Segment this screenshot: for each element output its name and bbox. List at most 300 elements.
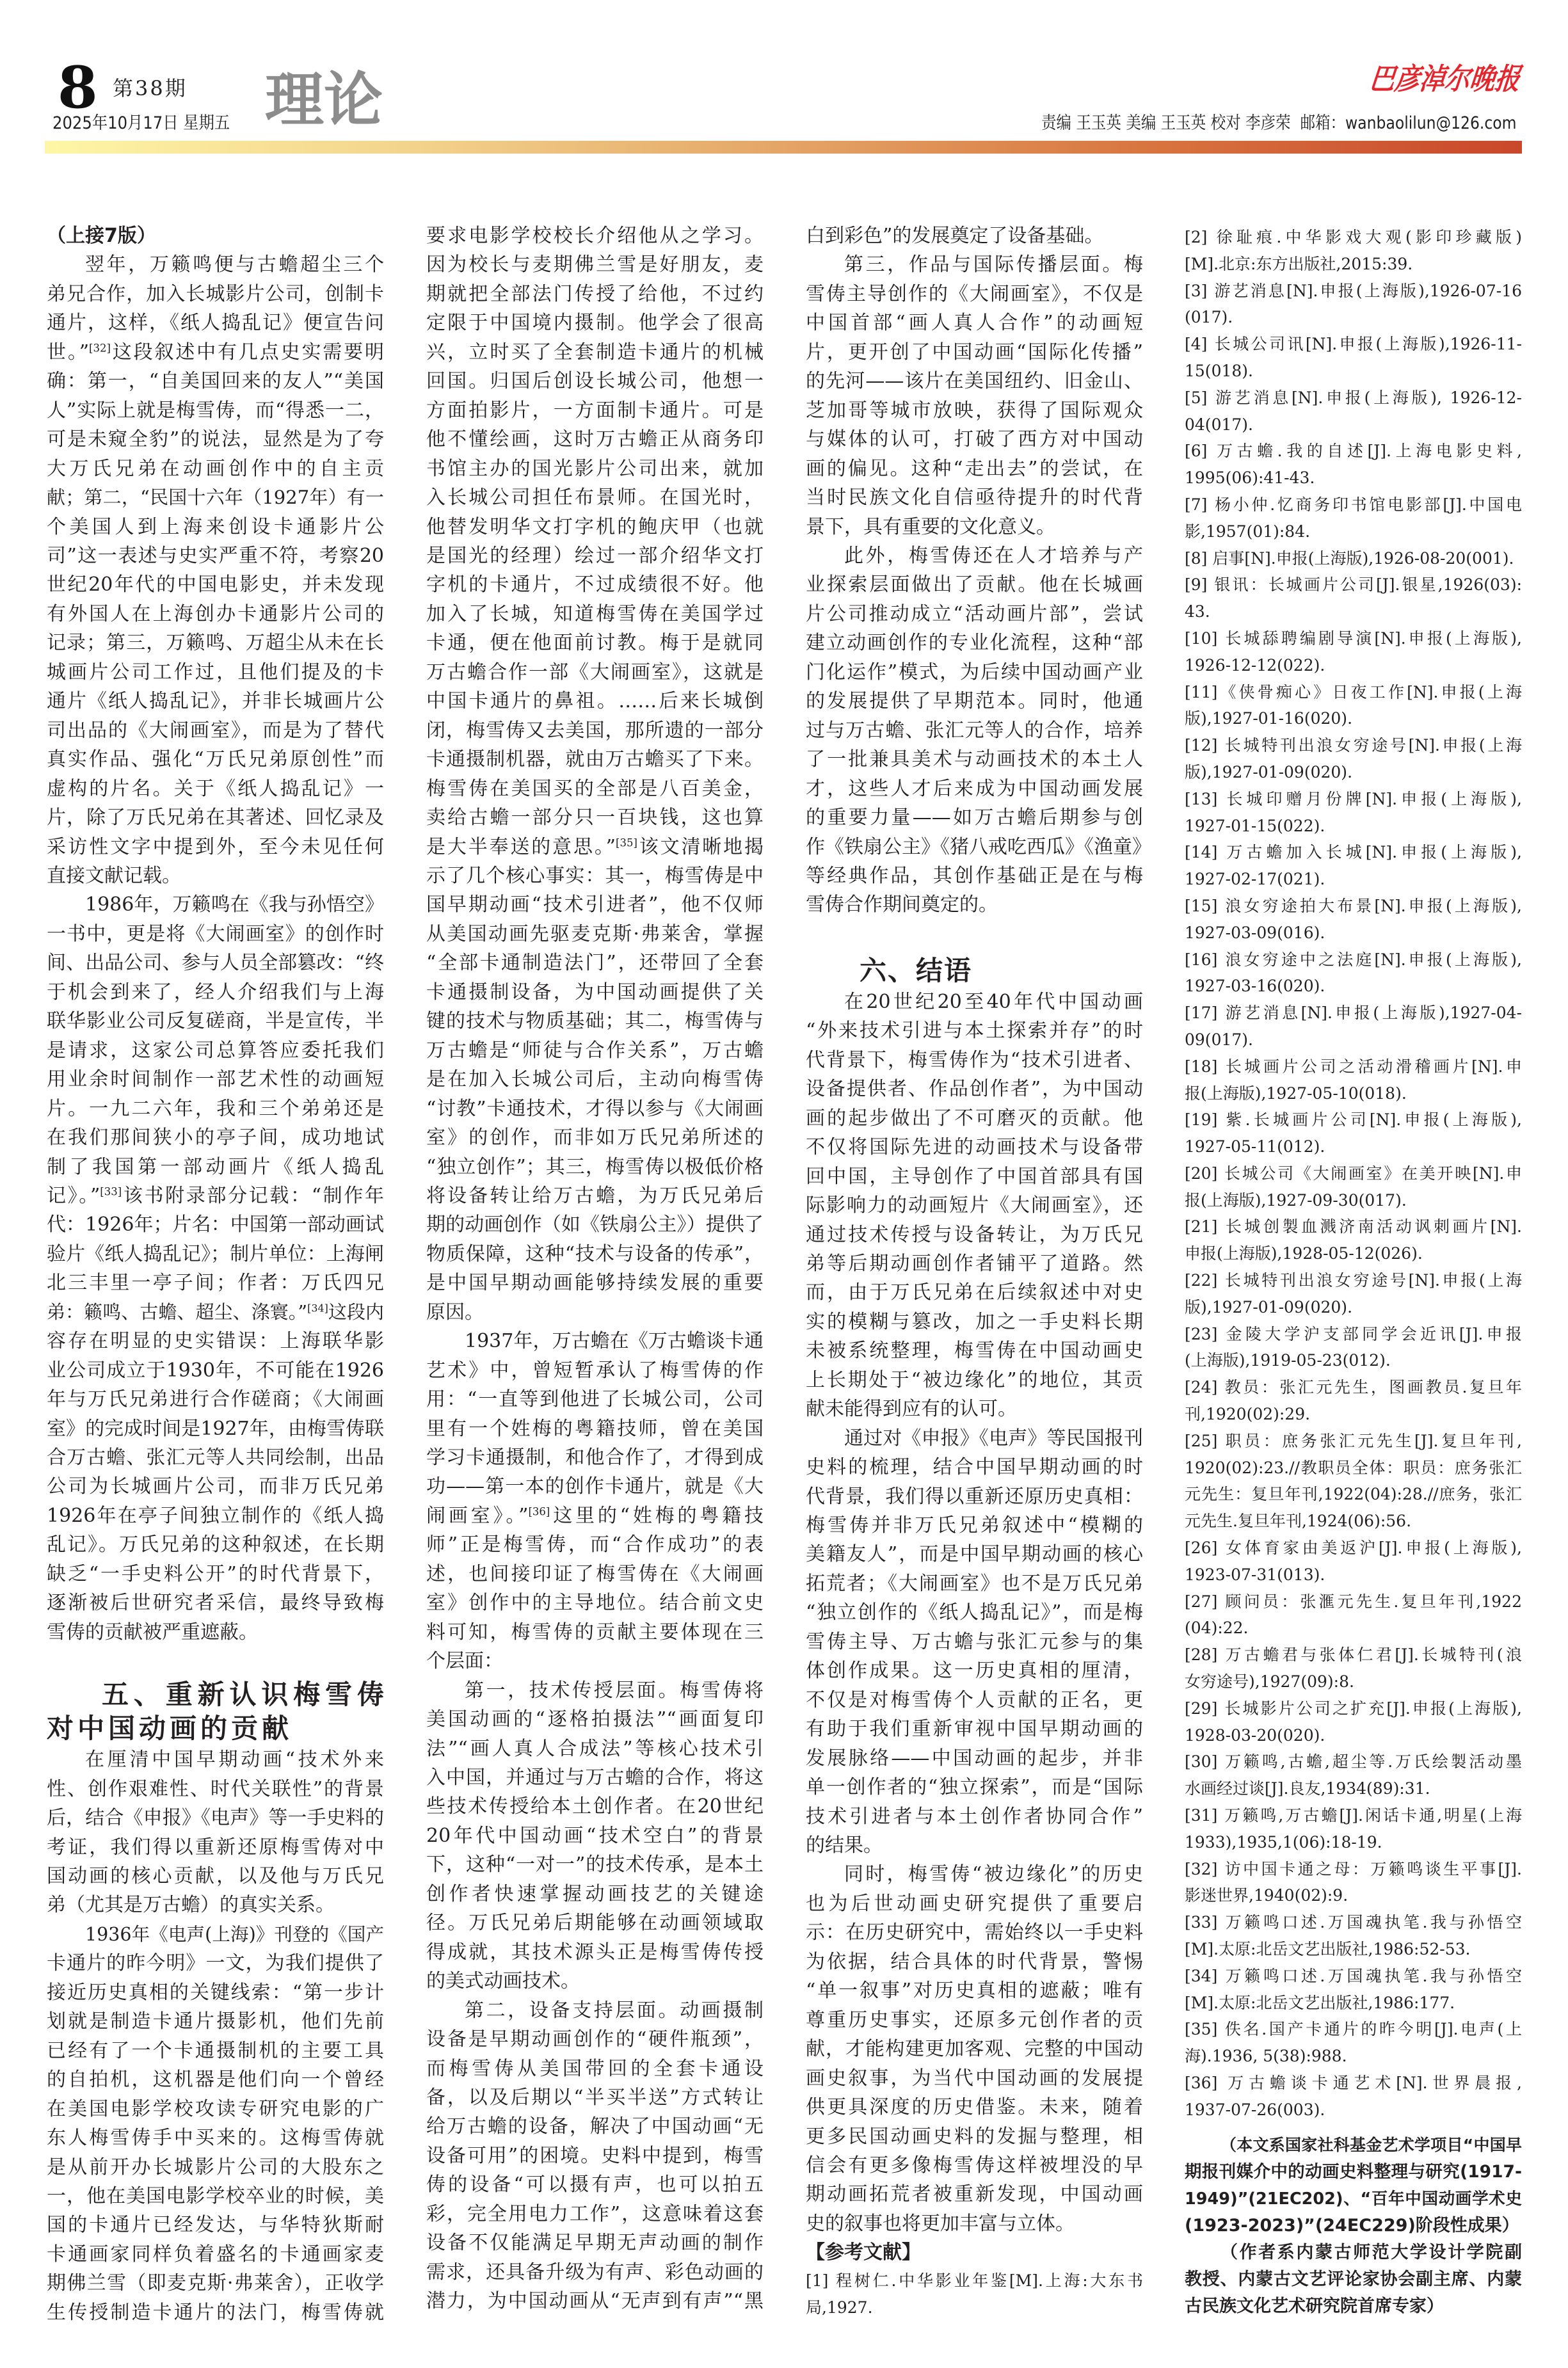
paragraph [806,250,1143,541]
text-line: 设备不仅能满足早期无声动画的制作 [426,2232,764,2255]
text-line: 1995(06):41-43. [1185,468,1315,488]
text-line: 弟等后期动画创作者铺平了道路。然 [806,1252,1143,1275]
text-line: [24] 教员：张汇元先生，图画教员.复旦年 [1185,1378,1522,1397]
reference-item [1185,786,1522,840]
heading-line: 六、结语 [860,954,973,986]
text-line: “独立创作的《纸人捣乱记》”，而是梅 [806,1601,1143,1624]
text-line: 实的模糊与篡改，加之一手史料长期 [806,1310,1143,1333]
citation-superscript: [33] [100,1185,122,1198]
citation-superscript: [36] [528,1505,550,1518]
text-line: 申报(上海版),1928-05-12(026). [1185,1244,1423,1263]
reference-item [1185,278,1522,332]
text-line: 史料的梳理，结合中国早期动画的时 [806,1456,1143,1479]
text-line: 1927-05-11(012). [1185,1137,1325,1156]
text-line: 用业余时间制作一部艺术性的动画短 [47,1068,384,1091]
text-line: 他不懂绘画，这时万古蟾正从商务印 [426,428,764,451]
text-line: 是国光的经理）绘过一部介绍华文打 [426,544,764,567]
text-segment: 闹画室》。” [426,1504,529,1527]
text-line: [13] 长城印赠月份牌[N].申报(上海版), [1185,789,1522,808]
text-line: 给万古蟾的设备，解决了中国动画“无 [426,2115,764,2138]
text-line: [18] 长城画片公司之活动滑稽画片[N].申 [1185,1057,1522,1076]
text-line: [6] 万古蟾.我的自述[J].上海电影史料, [1185,442,1522,461]
text-line: 雪俦合作期间奠定的。 [806,893,998,916]
paragraph [806,1860,1143,2238]
text-line: 乱记》。万氏兄弟的这种叙述，在长期 [47,1533,384,1556]
text-line: [28] 万古蟾君与张体仁君[J].长城特刊(浪 [1185,1645,1522,1665]
reference-item [1185,545,1522,572]
text-line: 室》的创作，而非如万氏兄弟所述的 [426,1126,764,1149]
text-line: 国早期动画“技术引进者”，他不仅师 [426,893,764,916]
text-line: [9] 银讯：长城画片公司[J].银星,1926(03): [1185,575,1522,595]
text-line: 期动画拓荒者被重新发现，中国动画 [806,2183,1143,2206]
section-heading [47,1677,384,1745]
text-line: [22] 长城特刊出浪女穷途号[N].申报(上海 [1185,1271,1522,1290]
issue-date: 2025年10月17日 星期五 [52,113,230,133]
text-line: 是中国早期动画能够持续发展的重要 [426,1272,764,1295]
text-line: 用：“一直等到他进了长城公司，公司 [426,1388,764,1411]
reference-item [1185,1856,1522,1910]
reference-item [1185,385,1522,438]
text-line: 才，这些人才后来成为中国动画发展 [806,777,1143,800]
text-line: 确：第一，“自美国回来的友人”“美国 [47,370,384,393]
text-line: 片公司推动成立“活动画片部”，尝试 [806,602,1143,625]
text-line: 影迷世界,1940(02):9. [1185,1886,1348,1905]
text-line: 弟兄合作，加入长城影片公司，创制卡 [47,282,384,305]
text-line: 卡通摄制机器，就由万古蟾买了下来。 [426,748,764,771]
reference-item [1185,1642,1522,1695]
text-line: [34] 万籁鸣口述.万国魂执笔.我与孙悟空 [1185,1966,1522,1985]
article-column-2 [426,221,764,2316]
text-line: 直接文献记载。 [47,864,181,887]
text-line: 刊,1920(02):29. [1185,1405,1311,1424]
editor-credits: 责编 王玉英 美编 王玉英 校对 李彦荣 邮箱：wanbaolilun@126.com [1041,113,1517,133]
text-line: 业探索层面做出了贡献。他在长城画 [806,573,1143,596]
reference-item [1185,947,1522,1000]
text-line: 的发展提供了早期范本。同时，他通 [806,690,1143,713]
text-line: 1927-03-16(020). [1185,977,1325,996]
text-line: 个层面： [426,1650,503,1673]
text-line: 于机会到来了，经人介绍我们与上海 [47,980,384,1004]
text-line: 有外国人在上海创办卡通影片公司的 [47,602,384,625]
text-line: 世纪20年代的中国电影史，并未发现 [47,573,384,596]
reference-item [1185,2070,1522,2124]
text-line: 此外，梅雪俦还在人才培养与产 [844,544,1143,567]
text-line: 城画片公司工作过，且他们提及的卡 [47,660,384,684]
text-line: 年与万氏兄弟进行合作磋商；《大闹画 [47,1388,384,1411]
text-line: 创作者快速掌握动画技艺的关键途 [426,1882,764,1905]
text-line: 示了几个核心事实：其一，梅雪俦是中 [426,864,764,887]
text-line: 代背景，我们得以重新还原历史真相： [806,1485,1143,1508]
text-line: “讨教”卡通技术，才得以参与《大闹画 [426,1097,764,1120]
text-line: 国动画的核心贡献，以及他与万氏兄 [47,1865,384,1888]
text-line: 第二，设备支持层面。动画摄制 [465,1999,764,2022]
text-line: 些技术传授给本土创作者。在20世纪 [426,1795,764,1818]
text-line: 【参考文献】 [806,2241,921,2264]
text-line: 版),1927-01-09(020). [1185,762,1353,781]
text-line [47,1181,384,1210]
references-column [1185,224,1522,2320]
text-line: [11]《侠骨痴心》日夜工作[N].申报(上海 [1185,682,1522,701]
text-line: 径。万氏兄弟后期能够在动画领域取 [426,1912,764,1935]
text-line: 采访性文字中提到外，至今未见任何 [47,835,384,858]
reference-item [1185,1588,1522,1642]
reference-item [1185,1213,1522,1267]
text-line: 1927-01-15(022). [1185,816,1325,835]
reference-item [1185,1535,1522,1588]
text-line: 1937年，万古蟾在《万古蟾谈卡通 [465,1330,764,1353]
text-line: 示：在历史研究中，需始终以一手史料 [806,1921,1143,1944]
reference-item [1185,893,1522,947]
text-line: 是从前开办长城影片公司的大股东之 [47,2156,384,2179]
text-line: 要求电影学校校长介绍他从之学习。 [426,225,764,247]
text-line: 献；第二，“民国十六年（1927年）有一 [47,486,384,509]
text-line: 版),1927-01-09(020). [1185,1297,1353,1316]
paragraph [806,221,1143,250]
text-line: [20] 长城公司《大闹画室》在美开映[N].申 [1185,1164,1522,1183]
text-line: 15(018). [1185,361,1253,380]
reference-item [1185,331,1522,385]
reference-item [1185,1321,1522,1375]
author-note [1185,2132,1522,2239]
reference-item [1185,438,1522,492]
text-line: 1927-02-17(021). [1185,870,1325,889]
text-line: 一书中，更是将《大闹画室》的创作时 [47,922,384,945]
text-line: 通过技术传授与设备转让，为万氏兄 [806,1223,1143,1246]
reference-item [1185,2016,1522,2070]
text-line: 片，除了万氏兄弟在其著述、回忆录及 [47,806,384,829]
text-line: 定限于中国境内摄制。他学会了很高 [426,312,764,335]
text-line: 1937-07-26(003). [1185,2100,1325,2119]
text-line: 通过对《申报》《电声》等民国报刊 [844,1427,1143,1450]
reference-item [1185,1267,1522,1321]
text-line: 海).1936, 5(38):988. [1185,2047,1347,2066]
text-line: 业公司成立于1930年，不可能在1926 [47,1359,384,1382]
citation-superscript: [35] [616,836,637,849]
text-line: 容存在明显的史实错误：上海联华影 [47,1330,384,1353]
text-line: 接近历史真相的关键线索：“第一步计 [47,1981,384,2004]
text-line: 从美国动画先驱麦克斯·弗莱舍，掌握 [426,922,764,945]
text-line: 史的叙事也将更加丰富与立体。 [806,2212,1075,2235]
text-line: 拓荒者；《大闹画室》也不是万氏兄弟 [806,1572,1143,1595]
text-line: 代：1926年；片名：中国第一部动画试 [47,1213,384,1236]
continued-note [47,221,384,250]
text-line: 原因。 [426,1300,484,1324]
text-line: 门化运作”模式，为后续中国动画产业 [806,660,1143,684]
text-line: 建立动画创作的专业化流程，这种“部 [806,632,1143,655]
text-line: 室》的完成时间是1927年，由梅雪俦联 [47,1417,384,1440]
page-number: 8 [58,54,98,122]
text-line: [1] 程树仁.中华影业年鉴[M].上海:大东书 [806,2271,1143,2290]
text-segment: 该书附录部分记载：“制作年 [122,1184,384,1207]
paragraph [426,221,764,1327]
text-line: 古民族文化艺术研究院首席专家） [1185,2296,1444,2316]
text-line: 键的技术与物质基础；其二，梅雪俦与 [426,1010,764,1033]
text-line: （上接7版） [47,225,156,247]
reference-item [1185,1748,1522,1802]
text-line: [15] 浪女穷途拍大布景[N].申报(上海版), [1185,896,1522,915]
text-line: [3] 游艺消息[N].申报(上海版),1926-07-16 [1185,281,1522,300]
text-line: 女穷途号),1927(09):8. [1185,1672,1354,1692]
text-line: 因为校长与麦期佛兰雪是好朋友，麦 [426,253,764,276]
text-line: 片。一九二六年，我和三个弟弟还是 [47,1097,384,1120]
paragraph [426,1676,764,1996]
text-line: 04(017). [1185,415,1253,434]
text-line: 期报刊媒介中的动画史料整理与研究(1917- [1185,2161,1522,2182]
reference-item [1185,1909,1522,1963]
text-line: [7] 杨小仲.忆商务印书馆电影部[J].中国电 [1185,495,1522,514]
text-line: 美国动画的“逐格拍摄法”“画面复印 [426,1708,764,1731]
text-line: 雪俦的贡献被严重遮蔽。 [47,1620,258,1644]
text-line: 1949)”(21EC202)、“百年中国动画学术史 [1185,2189,1522,2209]
text-line: 功——第一本的创作卡通片，就是《大 [426,1475,764,1498]
citation-superscript: [34] [307,1302,328,1315]
text-line: 艺术》中，曾短暂承认了梅雪俦的作 [426,1359,764,1382]
text-line: 真实作品、强化“万氏兄弟原创性”而 [47,748,384,771]
text-segment: 记》。” [47,1184,100,1207]
text-line: 1986年，万籁鸣在《我与孙悟空》 [85,893,384,916]
text-line: 期佛兰雪（即麦克斯·弗莱舍），正收学 [47,2272,384,2295]
text-line: 献未能得到应有的认可。 [806,1398,1017,1421]
text-line: 1923-07-31(013). [1185,1565,1325,1584]
paragraph [426,1327,764,1676]
text-line: 卡通摄制设备，为中国动画提供了关 [426,980,764,1004]
text-line: 弟（尤其是万古蟾）的真实关系。 [47,1894,335,1917]
text-line: 技术引进者与本土创作者协同合作” [806,1805,1143,1828]
text-line: [33] 万籁鸣口述.万国魂执笔.我与孙悟空 [1185,1913,1522,1932]
reference-item [1185,1963,1522,2017]
text-line: 室》创作中的主导地位。结合前文史 [426,1592,764,1615]
text-line: 在厘清中国早期动画“技术外来 [85,1748,384,1772]
text-line: 闭，梅雪俦又去美国，那所遗的一部分 [426,719,764,742]
text-line: 芝加哥等城市放映，获得了国际观众 [806,399,1143,422]
text-line: [23] 金陵大学沪支部同学会近讯[J].申报 [1185,1324,1522,1343]
text-line: 缺乏“一手史料公开”的时代背景下， [47,1562,384,1585]
page-header [0,0,1568,166]
text-line: “外来技术引进与本土探索并存”的时 [806,1020,1143,1043]
text-line: [14] 万古蟾加入长城[N].申报(上海版), [1185,843,1522,862]
text-line: 1933),1935,1(06):18-19. [1185,1832,1382,1852]
text-line: “全部卡通制造法门”，还带回了全套 [426,952,764,975]
text-line [426,833,764,861]
text-line: 有助于我们重新审视中国早期动画的 [806,1718,1143,1741]
text-line: 设备可用”的困境。史料中提到，梅雪 [426,2144,764,2167]
text-line: 入中国，并通过与万古蟾的合作，将这 [426,1766,764,1789]
text-line: 也为后世动画史研究提供了重要启 [806,1892,1143,1915]
reference-item [1185,679,1522,733]
text-line: 等经典作品，其创作基础正是在与梅 [806,864,1143,887]
text-line: 是在加入长城公司后，主动向梅雪俦 [426,1068,764,1091]
text-line: 雪俦主导创作的《大闹画室》，不仅是 [806,282,1143,305]
paragraph [806,541,1151,920]
text-line: 报(上海版),1927-09-30(017). [1185,1190,1407,1210]
text-line: 司出品的《大闹画室》，而是为了替代 [47,719,384,742]
paragraph [806,988,1143,1424]
text-line [47,1298,384,1327]
text-line: 了一批兼具美术与动画技术的本土人 [806,748,1143,771]
reference-item [1185,1107,1522,1160]
text-line: 雪俦主导、万古蟾与张汇元参与的集 [806,1630,1143,1653]
text-line: [10] 长城舔聘编剧导演[N].申报(上海版), [1185,628,1522,648]
text-line: 卡通画家同样负着盛名的卡通画家麦 [47,2243,384,2266]
text-line: 卡通片的昨今明》一文，为我们提供了 [47,1952,384,1975]
paragraph [47,250,384,890]
newspaper-logo: 巴彦淖尔晚报 [1368,61,1523,96]
text-line: 在20世纪20至40年代中国动画 [844,990,1143,1013]
reference-item [1185,839,1522,893]
text-line [47,338,384,367]
section-heading [806,954,1143,988]
text-line: 国的卡通片已经发达，与华特狄斯耐 [47,2214,384,2237]
text-line: 虚构的片名。关于《纸人捣乱记》一 [47,777,384,800]
text-line: 教授、内蒙古文艺评论家协会副主席、内蒙 [1185,2269,1522,2289]
text-line: [17] 游艺消息[N].申报(上海版),1927-04- [1185,1004,1522,1023]
text-line: 局,1927. [806,2298,873,2317]
text-line: [29] 长城影片公司之扩充[J].申报(上海版), [1185,1699,1522,1718]
text-line: 作《铁扇公主》《猪八戒吃西瓜》《渔童》 [806,835,1151,858]
text-line: 加入了长城，知道梅雪俦在美国学过 [426,602,764,625]
text-line: 验片《纸人捣乱记》；制片单位：上海闸 [47,1242,384,1265]
text-line: 元先生.复旦年刊,1924(06):56. [1185,1512,1412,1531]
text-line: 通片《纸人捣乱记》，并非长城画片公 [47,690,384,713]
text-segment: 该文清晰地揭 [637,835,764,858]
text-line: 翌年，万籁鸣便与古蟾超尘三个 [85,253,384,276]
text-line: 合万古蟾、张汇元等人共同绘制，出品 [47,1446,384,1469]
text-line: [M].北京:东方出版社,2015:39. [1185,254,1413,273]
text-line: 09(017). [1185,1030,1253,1049]
heading-line: 五、重新认识梅雪俦 [102,1679,384,1711]
text-line: 生传授制造卡通片的法门，梅雪俦就 [47,2301,384,2324]
heading-line: 对中国动画的贡献 [47,1713,293,1745]
text-line: 1926-12-12(022). [1185,655,1325,675]
text-line: “单一叙事”对历史真相的遮蔽；唯有 [806,1980,1143,2003]
text-line: 大万氏兄弟在动画创作中的自主贡 [47,457,384,480]
reference-item [1185,1695,1522,1749]
references-heading [806,2238,1143,2267]
text-line: 一，他在美国电影学校卒业的时候，美 [47,2185,384,2207]
text-line: 元先生：复旦年刊,1922(04):28.//庶务，张汇 [1185,1485,1522,1504]
text-line: 影,1957(01):84. [1185,522,1311,541]
text-line [426,1501,764,1530]
text-line: 万古蟾是“师徒与合作关系”，万古蟾 [426,1039,764,1062]
paragraph [47,890,384,1647]
reference-item [1185,1053,1522,1107]
text-line: 后，结合《申报》《电声》等一手史料的 [47,1807,384,1830]
text-line: 1920(02):23.//教职员全体：职员：庶务张汇 [1185,1458,1522,1477]
text-line: 下，这种“一对一”的技术传承，是本土 [426,1853,764,1876]
text-line: 个美国人到上海来创设卡通影片公 [47,515,384,538]
text-line: 未被系统整理，梅雪俦在中国动画史 [806,1340,1143,1363]
text-line: 司”这一表述与史实严重不符，考察20 [47,544,384,567]
text-line: 为依据，结合具体的时代背景，警惕 [806,1950,1143,1973]
text-line: 单一创作者的“独立探索”，而是“国际 [806,1776,1143,1799]
text-line: 得成就，其技术源头正是梅雪俦传授 [426,1940,764,1964]
text-line: [M].太原:北岳文艺出版社,1986:177. [1185,1993,1455,2012]
text-line: 方面拍影片，一方面制卡通片。可是 [426,399,764,422]
text-line: 当时民族文化自信亟待提升的时代背 [806,486,1143,509]
text-line: 尊重历史事实，还原多元创作者的贡 [806,2008,1143,2031]
text-line: 兴，立时买了全套制造卡通片的机械 [426,340,764,364]
text-line: 同时，梅雪俦“被边缘化”的历史 [844,1863,1143,1886]
reference-item [1185,224,1522,278]
text-line: 信会有更多像梅雪俦这样被埋没的早 [806,2154,1143,2177]
text-line: [26] 女体育家由美返沪[J].申报(上海版), [1185,1539,1522,1558]
text-line: 法”“画人真人合成法”等核心技术引 [426,1737,764,1760]
reference-item [1185,1160,1522,1214]
text-segment: 是大半奉送的意思。” [426,835,616,858]
text-line: 公司为长城画片公司，而非万氏兄弟 [47,1475,384,1498]
text-line: “独立创作”；其三，梅雪俦以极低价格 [426,1155,764,1178]
text-line: 设备提供者、作品创作者”，为中国动 [806,1078,1143,1101]
text-line: 第三，作品与国际传播层面。梅 [844,253,1143,276]
text-line: 联华影业公司反复磋商，半是宣传，半 [47,1010,384,1033]
text-line: (017). [1185,308,1233,327]
text-line: 不仅将国际先进的动画技术与设备带 [806,1136,1143,1159]
text-line: 逐渐被后世研究者采信，最终导致梅 [47,1592,384,1615]
text-line: [27] 顾问员：张滙元先生.复旦年刊,1922 [1185,1592,1522,1611]
text-line: 入长城公司担任布景师。在国光时， [426,486,764,509]
text-line: 水画经过谈[J].良友,1934(89):31. [1185,1779,1430,1798]
text-line: (上海版),1919-05-23(012). [1185,1351,1391,1370]
paragraph [806,1424,1143,1860]
text-line: [16] 浪女穷途中之法庭[N].申报(上海版), [1185,950,1522,969]
reference-item [1185,1374,1522,1428]
text-line: [21] 长城创製血溅济南活动讽刺画片[N]. [1185,1217,1522,1236]
text-line: 是请求，这家公司总算答应委托我们 [47,1039,384,1062]
text-line: [5] 游艺消息[N].申报(上海版), 1926-12- [1185,388,1522,407]
text-line: 述，也间接印证了梅雪俦在《大闹画 [426,1562,764,1585]
text-line: 备，以及后期以“半买半送”方式转让 [426,2086,764,2109]
text-line: 梅雪俦并非万氏兄弟叙述中“模糊的 [806,1514,1143,1537]
paragraph [47,1745,384,1920]
reference-item [806,2268,1143,2321]
text-line: 字机的卡通片，不过成绩很不好。他 [426,573,764,596]
text-segment: 这段内 [328,1300,384,1323]
reference-item [1185,625,1522,679]
text-line: 梅雪俦在美国买的全部是八百美金， [426,777,764,800]
text-line: [4] 长城公司讯[N].申报(上海版),1926-11- [1185,335,1522,354]
text-line: 1936年《电声(上海)》刊登的《国产 [85,1923,384,1945]
text-line: 设备是早期动画创作的“硬件瓶颈”， [426,2028,764,2051]
text-segment: 弟：籁鸣、古蟾、超尘、涤寰。” [47,1300,308,1323]
text-line: (1923-2023)”(24EC229)阶段性成果） [1185,2215,1519,2236]
text-line: 制了我国第一部动画片《纸人捣乱 [47,1155,384,1178]
text-line: 中国卡通片的鼻祖。……后来长城倒 [426,690,764,713]
citation-superscript: [32] [89,342,111,355]
text-line: 1926年在亭子间独立制作的《纸人捣 [47,1504,384,1527]
text-line: 白到彩色”的发展奠定了设备基础。 [806,225,1104,247]
text-line: 期就把全部法门传授了给他，不过约 [426,282,764,305]
text-line: 回中国，主导创作了中国首部具有国 [806,1165,1143,1188]
text-line: 发展脉络——中国动画的起步，并非 [806,1747,1143,1770]
text-line: 需求，还具备升级为有声、彩色动画的 [426,2260,764,2284]
text-line: 回国。归国后创设长城公司，他想一 [426,370,764,393]
text-line: 而梅雪俦从美国带回的全套卡通设 [426,2057,764,2080]
text-line: 期的动画创作（如《铁扇公主》）提供了 [426,1213,764,1236]
text-line: 不仅是对梅雪俦个人贡献的正名，更 [806,1688,1143,1711]
text-line: 的自拍机，这机器是他们向一个曾经 [47,2068,384,2092]
reference-item [1185,1802,1522,1856]
text-line: 性、创作艰难性、时代关联性”的背景 [47,1777,384,1800]
text-line: 的结果。 [806,1834,883,1857]
text-line: 料可知，梅雪俦的贡献主要体现在三 [426,1620,764,1644]
article-column-1 [47,221,384,2327]
section-title: 理论 [265,65,383,134]
text-line: [30] 万籁鸣,古蟾,超尘等.万氏绘製活动墨 [1185,1752,1522,1772]
text-line: 划就是制造卡通片摄影机，他们先前 [47,2010,384,2033]
text-line: 学习卡通摄制，和他合作了，才得到成 [426,1446,764,1469]
text-line: 献，才能构建更加客观、完整的中国动 [806,2038,1143,2061]
text-line: 师”正是梅雪俦，而“合作成功”的表 [426,1533,764,1556]
